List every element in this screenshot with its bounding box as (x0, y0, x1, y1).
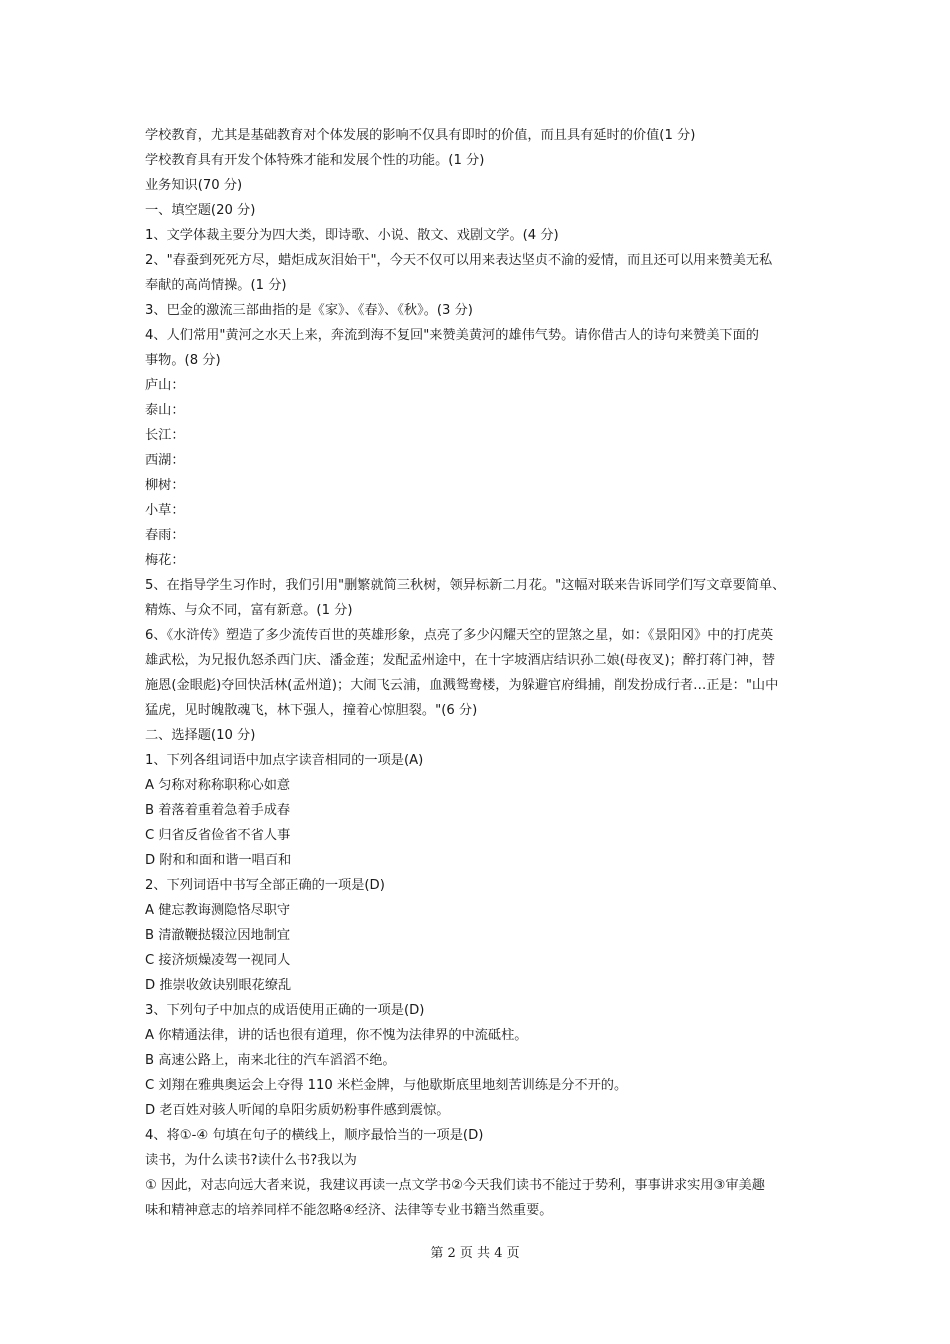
option-line: C 接济烦燥凌驾一视同人 (145, 953, 291, 968)
text-line: 学校教育，尤其是基础教育对个体发展的影响不仅具有即时的价值，而且具有延时的价值(1 分) (145, 128, 696, 143)
option-line: D 推崇收敛诀别眼花缭乱 (145, 978, 292, 993)
text-line: 施恩(金眼彪)夺回快活林(孟州道)；大闹飞云浦，血溅鸳鸯楼，为躲避官府缉捕，削发扮成行者…正是："山中 (145, 678, 779, 693)
answer-prompt: 泰山： (145, 403, 185, 418)
option-line: A 匀称对称称职称心如意 (145, 778, 291, 793)
question-line: 3、下列句子中加点的成语使用正确的一项是(D) (145, 1003, 425, 1018)
option-line: B 高速公路上，南来北往的汽车滔滔不绝。 (145, 1053, 396, 1068)
page-footer: 第 2 页 共 4 页 (430, 1246, 520, 1261)
text-line: 奉献的高尚情操。(1 分) (145, 278, 287, 293)
text-line: 学校教育具有开发个体特殊才能和发展个性的功能。(1 分) (145, 153, 485, 168)
answer-prompt: 庐山： (145, 378, 185, 393)
section-heading: 一、填空题(20 分) (145, 203, 256, 218)
text-line: 5、在指导学生习作时，我们引用"删繁就简三秋树，领异标新二月花。"这幅对联来告诉同学们写文章要简单、 (145, 578, 786, 593)
answer-prompt: 梅花： (145, 553, 185, 568)
text-line: 读书，为什么读书?读什么书?我以为 (145, 1153, 357, 1168)
option-line: A 健忘教诲测隐恪尽职守 (145, 903, 291, 918)
text-line: 4、人们常用"黄河之水天上来，奔流到海不复回"来赞美黄河的雄伟气势。请你借古人的诗句来赞美下面的 (145, 328, 759, 343)
question-line: 1、下列各组词语中加点字读音相同的一项是(A) (145, 753, 424, 768)
option-line: C 刘翔在雅典奥运会上夺得 110 米栏金牌，与他歇斯底里地刻苦训练是分不开的。 (145, 1078, 628, 1093)
answer-prompt: 长江： (145, 428, 185, 443)
text-line: 猛虎，见时魄散魂飞，林下强人，撞着心惊胆裂。"(6 分) (145, 703, 478, 718)
document-body (145, 123, 810, 1223)
option-line: B 着落着重着急着手成春 (145, 803, 291, 818)
text-line: 3、巴金的激流三部曲指的是《家》、《春》、《秋》。(3 分) (145, 303, 473, 318)
text-line: 事物。(8 分) (145, 353, 221, 368)
question-line: 2、下列词语中书写全部正确的一项是(D) (145, 878, 385, 893)
answer-prompt: 春雨： (145, 528, 185, 543)
text-line: 1、文学体裁主要分为四大类，即诗歌、小说、散文、戏剧文学。(4 分) (145, 228, 559, 243)
text-line: 雄武松，为兄报仇怒杀西门庆、潘金莲；发配孟州途中，在十字坡酒店结识孙二娘(母夜叉)；醉打蒋门神，替 (145, 653, 776, 668)
option-line: D 老百姓对骇人听闻的阜阳劣质奶粉事件感到震惊。 (145, 1103, 450, 1118)
answer-prompt: 小草： (145, 503, 185, 518)
section-heading: 二、选择题(10 分) (145, 728, 256, 743)
option-line: A 你精通法律，讲的话也很有道理，你不愧为法律界的中流砥柱。 (145, 1028, 528, 1043)
section-heading: 业务知识(70 分) (145, 178, 243, 193)
text-line: 味和精神意志的培养同样不能忽略④经济、法律等专业书籍当然重要。 (145, 1203, 553, 1218)
option-line: C 归省反省俭省不省人事 (145, 828, 291, 843)
answer-prompt: 柳树： (145, 478, 185, 493)
text-line: 精炼、与众不同，富有新意。(1 分) (145, 603, 353, 618)
question-line: 4、将①-④ 句填在句子的横线上，顺序最恰当的一项是(D) (145, 1128, 484, 1143)
text-line: ① 因此，对志向远大者来说，我建议再读一点文学书②今天我们读书不能过于势利，事事讲求实用③审美趣 (145, 1178, 765, 1193)
option-line: D 附和和面和谐一唱百和 (145, 853, 292, 868)
text-line: 6、《水浒传》塑造了多少流传百世的英雄形象，点亮了多少闪耀天空的罡煞之星，如：《景阳冈》中的打虎英 (145, 628, 774, 643)
option-line: B 清澈鞭挞辍泣因地制宜 (145, 928, 291, 943)
text-line: 2、"春蚕到死死方尽，蜡炬成灰泪始干"，今天不仅可以用来表达坚贞不渝的爱情，而且还可以用来赞美无私 (145, 253, 773, 268)
answer-prompt: 西湖： (145, 453, 185, 468)
